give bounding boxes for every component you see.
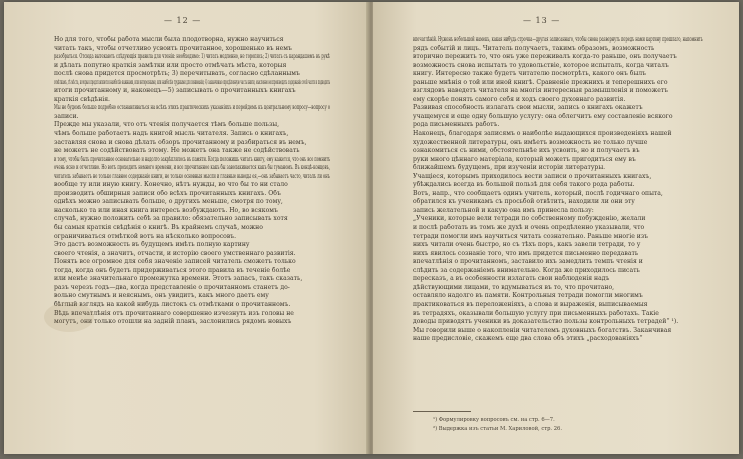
- text-line: возможность снова испытать то удовольствіе, которое испыталъ, когда читалъ: [413, 61, 669, 69]
- text-line: ему скорѣе понять самого себя и ходъ своего духовнаго развитія.: [413, 95, 626, 103]
- text-line: въ тетрадяхъ, оказывали большую услугу при письменныхъ работахъ. Такіе: [413, 309, 659, 317]
- text-line: запись желательной и какую она имъ принесла пользу:: [413, 206, 594, 214]
- text-line: Наконецъ, благодаря записямъ о наиболѣе выдающихся произведеніяхъ нашей: [413, 130, 672, 138]
- text-line: своего чтенія, а значитъ, отчасти, и исторію своего умственнаго развитія.: [54, 249, 296, 257]
- text-line: Мы не будемъ больше подробно останавливаться на всѣхъ этихъ практическихъ указаніяхъ и перейдемъ къ центральному вопросу—вопросу о: [54, 104, 330, 112]
- text-line: художественной литературы, онъ имѣетъ возможность не только лучше: [413, 138, 648, 146]
- text-line: бѣглый взглядъ на какой нибудь листокъ съ отмѣтками о прочитанномъ.: [54, 300, 291, 308]
- book-spread: [4, 2, 739, 454]
- text-line: „Ученики, которые вели тетради по собственному побужденію, желали: [413, 215, 646, 223]
- text-line: тогда, когда онъ будетъ придерживаться этого правила въ теченіе болѣе: [54, 266, 291, 274]
- text-line: Развивая способность излагать свои мысли, запись о книгахъ окажетъ: [413, 104, 643, 112]
- text-line: ближайшемъ будущемъ, при изученіи исторіи литературы.: [413, 164, 606, 172]
- text-line: руки много цѣннаго матеріала, который можетъ пригодиться ему въ: [413, 155, 636, 163]
- page-number: — 13 —: [523, 16, 561, 25]
- text-line: обратился къ ученикамъ съ просьбой отвѣтить, находили ли они эту: [413, 198, 635, 206]
- text-line: раньше мнѣнія о той или иной книгѣ. Сравненіе прежнихъ и теперешнихъ его: [413, 78, 668, 86]
- text-line: однѣхъ можно записывать больше, о другихъ меньше, смотря по тому,: [54, 198, 283, 206]
- text-line: чѣмъ больше работаетъ надъ книгой мысль читателя. Запись о книгахъ,: [54, 130, 289, 138]
- text-line: рода письменныхъ работъ.: [413, 121, 500, 129]
- text-line: отмѣткамъ, тѣ мѣста, которыя представляются наиболѣе важными, или интересными, или наиболѣе трудными для пониманія; 4) заканчивая опредѣленную часть книги, мысленно воспроизводить содержаніе этой части и подводить: [54, 78, 330, 86]
- text-line: очень ясно и отчетливо. Но вотъ проходитъ немного времени, и все прочитанное какъ бы заволакивается какъ бы туманомъ. Въ концѣ-концовъ,: [54, 164, 330, 172]
- text-line: и тому, чтобы быть прочитанное основательно и надолго закрѣплялось въ памяти. Когда положишь читать книгу, ему кажется, что онъ все помнитъ: [54, 155, 330, 163]
- text-line: впечатлѣнія о прочитанномъ, заставило ихъ замедлить темпъ чтенія и: [413, 258, 643, 266]
- text-line: Вотъ, напр., что сообщаетъ одинъ учитель, который, послѣ годичнаго опыта,: [413, 189, 663, 197]
- text-line: нихъ читали очень быстро, но съ тѣхъ поръ, какъ завели тетради, то у: [413, 241, 641, 249]
- text-line: ознакомиться съ ними, обстоятельнѣе ихъ усвоить, но и получаетъ въ: [413, 147, 640, 155]
- text-line: пересказъ, а въ особенности излагать свои наблюденія надъ: [413, 275, 610, 283]
- text-line: Мы говорили выше о накопленіи читателемъ духовныхъ богатствъ. Заканчивая: [413, 326, 672, 334]
- footnote: ²) Выдержка изъ статьи М. Хариловой, стр. 26.: [433, 426, 562, 432]
- text-line: записи.: [54, 112, 79, 120]
- text-line: итоги прочитанному и, наконецъ—5) записывать о прочитанныхъ книгахъ: [54, 87, 296, 95]
- right-page: [373, 2, 739, 454]
- text-line: насколько та или иная книга интересъ возбуждаютъ. Но, во всякомъ: [54, 206, 278, 214]
- text-line: доводы приводятъ ученики въ доказательство пользы контрольныхъ тетрадей“ ¹).: [413, 318, 679, 326]
- text-line: или менѣе значительнаго промежутка времени. Этотъ запасъ, такъ сказать,: [54, 275, 303, 283]
- left-page: [4, 2, 369, 454]
- text-line: производить обширныя записи обо всѣхъ прочитанныхъ книгахъ. Объ: [54, 189, 281, 197]
- text-line: дѣйствующими лицами, то вдумываться въ то, что прочитано,: [413, 283, 615, 291]
- text-line: Понять все огромное для себя значеніе записей читатель сможетъ только: [54, 258, 296, 266]
- text-line: Это дастъ возможность въ будущемъ имѣть полную картину: [54, 241, 250, 249]
- text-line: не можетъ не содѣйствовать этому. Не можетъ она также не содѣйствовать: [54, 147, 300, 155]
- text-line: наше предисловіе, скажемъ еще два слова объ этихъ „расходованіяхъ“: [413, 335, 643, 343]
- text-line: слѣдить за содержаніемъ внимательно. Когда же приходилось писать: [413, 266, 640, 274]
- text-line: читатель забываетъ не только главное содержаніе книги, не только основныя мысли и главные выводы ея,—онъ забываетъ часто, читалъ ли онъ: [54, 172, 330, 180]
- text-line: убѣждались всегда въ большой пользѣ для себя такого рода работы.: [413, 181, 635, 189]
- text-line: учащемуся и еще одну большую услугу: она облегчитъ ему составленіе всякого: [413, 112, 673, 120]
- text-line: вторично пережить то, что онъ уже переживалъ когда-то раньше, онъ получаетъ: [413, 53, 677, 61]
- text-line: разобраться. Отсюда вытекають слѣдующія правила для чтенія: необходимо: 1) читать медленно, не торопясь; 2) читать съ карандашемъ въ рукѣ: [54, 53, 330, 61]
- page-number: — 12 —: [164, 16, 202, 25]
- text-line: практиковаться въ переложеніяхъ, а слова и выраженія, выписываемыя: [413, 300, 648, 308]
- text-line: читать такъ, чтобы отчетливо усвоить прочитанное, хорошенько въ немъ: [54, 44, 292, 52]
- text-line: бы самыя краткія свѣдѣнія о книгѣ. Въ крайнемъ случаѣ, можно: [54, 224, 263, 232]
- page-body: [54, 36, 330, 327]
- text-line: Учащіеся, которымъ приходилось вести записи о прочитанныхъ книгахъ,: [413, 172, 652, 180]
- text-line: случаѣ, нужно положить себѣ за правило: обязательно записывать хотя: [54, 215, 288, 223]
- paper-stain: [44, 302, 94, 332]
- text-line: и дѣлать попутно краткія замѣтки или просто отмѣчать мѣста, которыя: [54, 61, 287, 69]
- text-line: могутъ, они только отошли на задній планъ, заслонились рядомъ новыхъ: [54, 318, 292, 326]
- text-line: взглядовъ наведетъ читателя на многія интересныя размышленія и поможетъ: [413, 87, 669, 95]
- text-line: оставляло надолго въ памяти. Контрольныя тетради помогли многимъ: [413, 292, 643, 300]
- text-line: Прежде мы указали, что отъ чтенія получается тѣмъ больше пользы,: [54, 121, 280, 129]
- text-line: послѣ снова придется просмотрѣть; 3) перечитывать, согласно сдѣланнымъ: [54, 70, 300, 78]
- text-line: краткія свѣдѣнія.: [54, 95, 110, 103]
- text-line: Но для того, чтобы работа мысли была плодотворна, нужно научиться: [54, 36, 284, 43]
- text-line: заставляя снова и снова дѣлать обзоръ прочитанному и разбираться въ немъ,: [54, 138, 307, 146]
- text-line: вольно смутнымъ и неяснымъ, онъ увидитъ, какъ много даетъ ему: [54, 292, 269, 300]
- text-line: тетради помогли имъ научиться читать сознательно. Раньше многіе изъ: [413, 232, 649, 240]
- text-line: вообще ту или иную книгу. Конечно, нѣтъ нужды, во что бы то ни стало: [54, 181, 288, 189]
- page-body: [413, 36, 703, 344]
- text-line: рядъ событій и лицъ. Читатель получаетъ, такимъ образомъ, возможность: [413, 44, 655, 52]
- text-line: впечатлѣній. Нуженъ небольшой намекъ, какая нибудь строчка—другая записаннаго, чтобы снова развернуть передъ нами картину прошлаго, напомнить: [413, 36, 703, 43]
- text-line: книгу. Интересно также будетъ читателю посмотрѣть, какого онъ былъ: [413, 70, 647, 78]
- text-line: и послѣ работать въ томъ же духѣ и очень опредѣленно указывали, что: [413, 224, 645, 232]
- footnote: ¹) Формулировку вопросовъ см. на стр. 6—7.: [433, 417, 555, 423]
- text-line: ограничиваться отмѣткой вотъ на нѣсколько вопросовъ.: [54, 232, 237, 240]
- text-line: нихъ явилось сознаніе того, что имъ придется письменно передавать: [413, 249, 639, 257]
- footnote-rule: [413, 411, 471, 412]
- text-line: Вѣдь впечатлѣнія отъ прочитаннаго совершенно изчезнуть изъ головы не: [54, 309, 294, 317]
- text-line: разъ черезъ годъ—два, когда представленіе о прочитанномъ станетъ до-: [54, 283, 290, 291]
